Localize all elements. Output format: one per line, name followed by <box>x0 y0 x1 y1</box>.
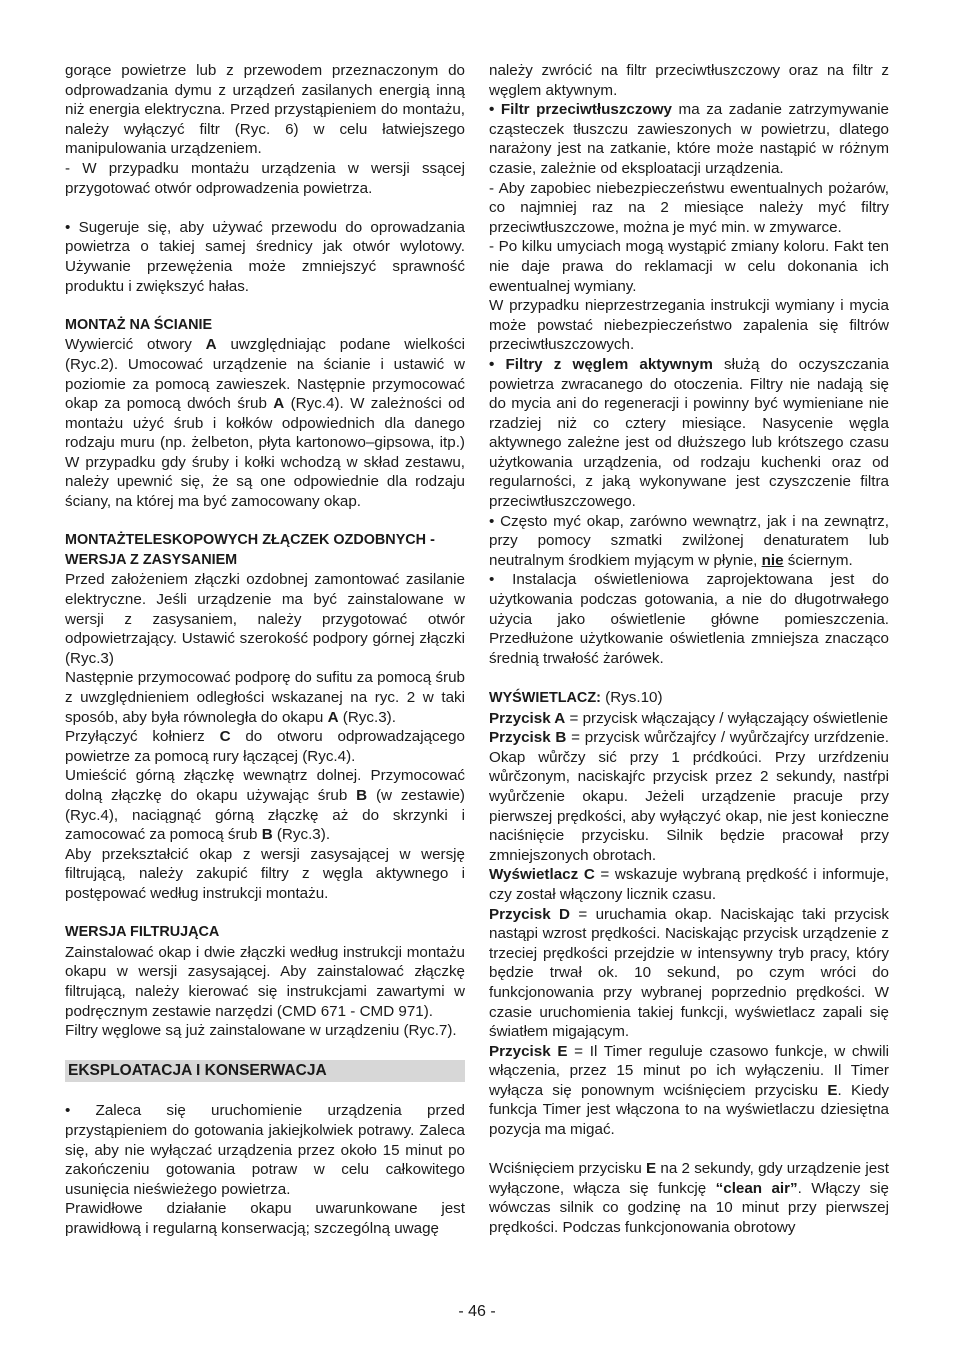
text: . Kiedy funkcja Timer jest włączona to na wyświetlaczu dziesiętna pozycja ma migać. <box>489 1081 889 1139</box>
text: (Ryc.4). W zależności od montażu użyć śrub i kołków odpowiednich dla danego rodzaju muru (np. żelbeton, płyta kartonowo–gipsowa, itp.) W przypadku gdy śruby i kołki wchodzą w skład zestawu, należy upewnić się, że są one odpowiednie dla rodzaju ściany, na której ma być zamocowany okap. <box>65 395 465 511</box>
text: ma za zadanie zatrzymywanie cząsteczek tłuszczu zawieszonych w powietrzu, dlatego narażony jest na zatkanie, które może nastąpić w różnym czasie, zależnie od eksploatacji urządzenia. <box>489 101 889 177</box>
text: Następnie przymocować podporę do sufitu za pomocą śrub z uwzględnieniem odległości wskazanej na ryc. 2 w taki sposób, aby była równoległa do okapu <box>65 669 465 726</box>
bold-text: • Filtry z węglem aktywnym <box>489 355 713 373</box>
bold-text: Przycisk E <box>489 1042 568 1060</box>
paragraph: Filtry węglowe są już zainstalowane w urządzeniu (Ryc.7). <box>65 1022 457 1040</box>
bold-text: A <box>205 336 217 354</box>
text: Umieścić górną złączkę wewnątrz dolnej. Przymocować dolną złączkę do okapu używając śrub <box>65 767 465 804</box>
bold-text: E <box>646 1160 657 1178</box>
bold-text: C <box>219 728 231 746</box>
paragraph <box>489 355 889 512</box>
text: na 2 sekundy, gdy urządzenie jest wyłączone, włącza się funkcję <box>489 1160 889 1197</box>
text: (Ryc.3). <box>338 708 396 726</box>
paragraph: Aby przekształcić okap z wersji zasysającej w wersję filtrującą, należy zakupić filtry z węgla aktywnego i postępować według instrukcji montażu. <box>65 845 465 902</box>
paragraph <box>65 727 465 766</box>
paragraph <box>489 1159 889 1237</box>
paragraph: gorące powietrze lub z przewodem przeznaczonym do odprowadzania dymu z urządzeń zasilanych energią inną niż energia elektryczna. Przed przystąpieniem do montażu, należy wyłączyć filtr (Ryc. 6) w celu łatwiejszego manipulowania urządzeniem. <box>65 62 465 158</box>
text: = Il Timer reguluje czasowo funkcje, w chwili włączenia, przez 15 minut po ich wyłączeniu. Il Timer wyłącza się ponownym wciśnięciem przycisku <box>489 1042 889 1099</box>
paragraph: - W przypadku montażu urządzenia w wersji ssącej przygotować otwór odprowadzenia powietrza. <box>65 159 465 197</box>
bold-text: E <box>827 1081 838 1099</box>
right-column <box>489 61 889 1238</box>
paragraph <box>489 905 889 1042</box>
text: (Ryc.3). <box>272 826 331 844</box>
paragraph <box>489 865 889 904</box>
section-heading-wall-mounting: MONTAŻ NA ŚCIANIE <box>65 316 213 333</box>
text: (Rys.10) <box>600 689 663 706</box>
text: Przyłączyć kołnierz <box>65 728 220 746</box>
text: • Często myć okap, zarówno wewnątrz, jak i na zewnątrz, przy pomocy szmatki zwilżonej denaturatem lub neutralnym środkiem myjącym w płynie, <box>489 512 889 569</box>
bold-text: B <box>261 826 273 844</box>
paragraph: • Zaleca się uruchomienie urządzenia przed przystąpieniem do gotowania jakiejkolwiek potrawy. Zaleca się, aby nie wyłączać urządzenia przez około 15 minut po zakończeniu gotowania potraw w celu całkowitego usunięcia nieświeżego powietrza. <box>65 1102 465 1198</box>
paragraph: • Instalacja oświetleniowa zaprojektowana jest do użytkowania podczas gotowania, a nie do długotrwałego użycia jako oświetlenie główne pomieszczenia. Przedłużone użytkowanie oświetlenia zmniejsza znacząco średnią trwałość żarówek. <box>489 571 889 667</box>
text: = przycisk wůrčzajŕcy / wyůrčzajŕcy urzŕdzenie. Okap wůrčzy sić przy 1 prćdkoúci. Przy urzŕdzeniu wůrčzonym, naciskajŕc przycisk przez 2 sekundy, nastŕpi wyůrčzenie okapu. Jeżeli urządzenie pracuje przy pierwszej prędkości, aby wyłączyć okap, nie jest konieczne naciśnięcie przycisku. Silnik będzie pracował przy zmniejszonych obrotach. <box>489 729 890 864</box>
section-heading-telescopic: MONTAŻTELESKOPOWYCH ZŁĄCZEK OZDOBNYCH - WERSJA Z ZASYSANIEM <box>65 532 435 568</box>
paragraph: - Po kilku umyciach mogą wystąpić zmiany koloru. Fakt ten nie daje prawa do reklamacji w celu dokonania ich ewentualnej wymiany. <box>489 238 889 295</box>
underlined-text: nie <box>761 551 784 569</box>
bold-text: B <box>356 786 368 804</box>
paragraph <box>489 1042 889 1140</box>
bold-text: Przycisk A <box>489 709 566 727</box>
text: uwzględniając podane wielkości (Ryc.2). Umocować urządzenie na ścianie i ustawić w poziomie za pomocą zawieszek. Następnie przymocować okap za pomocą dwóch śrub <box>65 336 466 413</box>
text: do otworu odprowadzającego powietrze za pomocą rury łączącej (Ryc.4). <box>65 728 465 765</box>
text: ściernym. <box>783 551 853 569</box>
bold-text: • Filtr przeciwtłuszczowy <box>489 101 672 119</box>
text: Wciśnięciem przycisku <box>489 1160 646 1178</box>
bold-text: Przycisk D <box>489 905 570 923</box>
paragraph: należy zwrócić na filtr przeciwtłuszczowy oraz na filtr z węglem aktywnym. <box>489 62 889 99</box>
bold-text: “clean air” <box>715 1179 798 1197</box>
paragraph: - Aby zapobiec niebezpieczeństwu ewentualnych pożarów, co najmniej raz na 2 miesiące należy myć filtry przeciwtłuszczowe, można je myć min. w zmywarce. <box>489 179 889 236</box>
heading-text: WYŚWIETLACZ: <box>489 690 601 706</box>
bold-text: A <box>273 395 285 413</box>
paragraph: W przypadku nieprzestrzegania instrukcji wymiany i mycia może powstać niebezpieczeństwo zapalenia się filtrów przeciwtłuszczowych. <box>489 297 889 354</box>
paragraph <box>65 668 465 727</box>
paragraph: • Sugeruje się, aby używać przewodu do oprowadzania powietrza o takiej samej średnicy jak otwór wylotowy. Używanie przewężenia może zmniejszyć sprawność produktu i zwiększyć hałas. <box>65 218 465 295</box>
paragraph <box>65 335 465 511</box>
paragraph: Prawidłowe działanie okapu uwarunkowane jest prawidłową i regularną konserwacją; szczególną uwagę <box>65 1200 465 1238</box>
text: = przycisk włączający / wyłączający oświetlenie <box>565 709 889 727</box>
paragraph: Zainstalować okap i dwie złączki według instrukcji montażu okapu w wersji zasysającej. Aby zainstalować złączkę filtrującą, należy kierować się instrukcjami zawartymi w podręcznym zestawie narzędzi (CMD 671 - CMD 971). <box>65 943 465 1020</box>
text: = wskazuje wybraną prędkość i informuje, czy został włączony licznik czasu. <box>489 866 889 903</box>
bold-text: Przycisk B <box>489 729 567 747</box>
page-number: - 46 - <box>458 1303 496 1320</box>
paragraph <box>489 728 889 865</box>
text: Wywiercić otwory <box>65 336 206 354</box>
section-heading-display <box>489 688 889 709</box>
paragraph <box>65 766 465 844</box>
paragraph: Przed założeniem złączki ozdobnej zamontować zasilanie elektryczne. Jeśli urządzenie ma być zainstalowane w wersji z zasysaniem, należy przygotować otwór odpowietrzający. Ustawić szerokość podpory górnej złączki (Ryc.3) <box>65 571 465 667</box>
text: (w zestawie) (Ryc.4), naciągnąć górną złączkę aż do skrzynki i zamocować za pomocą śrub <box>65 786 465 844</box>
bold-text: A <box>327 708 339 726</box>
text: . Włączy się wówczas silnik co godzinę na 10 minut przy pierwszej prędkości. Podczas funkcjonowania obrotowy <box>489 1179 890 1237</box>
text: służą do oczyszczania powietrza zwracanego do otoczenia. Filtry nie nadają się do mycia ani do regeneracji i powinny być wymieniane nie rzadziej niż co cztery miesiące. Nasycenie węgla aktywnego zależne jest od dłuższego lub krótszego czasu użytkowania urządzenia, od rodzaju kuchenki oraz od regularności, z jaką wykonywane jest czyszczenie filtra przeciwtłuszczowego. <box>489 355 889 511</box>
paragraph <box>489 709 889 729</box>
paragraph <box>489 100 889 178</box>
section-heading-maintenance: EKSPLOATACJA I KONSERWACJA <box>65 1060 465 1082</box>
text: = uruchamia okap. Naciskając taki przycisk nastąpi wzrost prędkości. Naciskając przycisk urządzenie z trzeciej prędkości przejdzie w intensywny tryb pracy, który będzie trwał ok. 10 sekund, po czym wróci do funkcjonowania przy wybranej poprzednio prędkości. W czasie uruchomienia takiej funkcji, wyświetlacz zapali się światłem migającym. <box>489 905 890 1041</box>
bold-text: Wyświetlacz C <box>489 866 595 884</box>
section-heading-filter-version: WERSJA FILTRUJĄCA <box>65 924 220 941</box>
left-column <box>65 61 465 1239</box>
paragraph <box>489 512 889 571</box>
